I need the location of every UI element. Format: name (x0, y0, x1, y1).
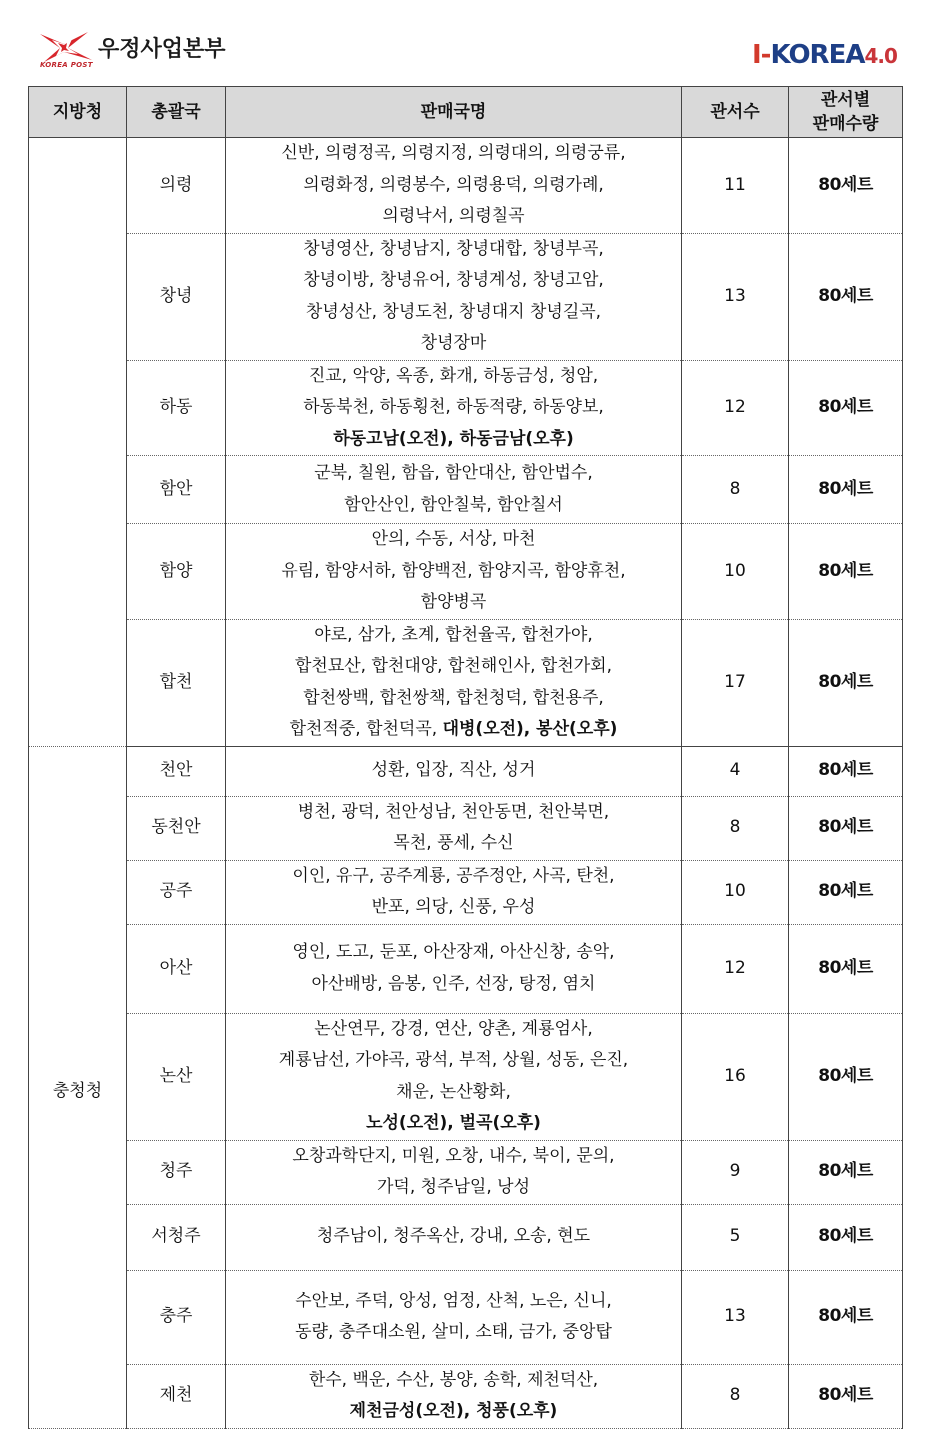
qty-cell: 80세트 (789, 924, 903, 1013)
offices-cell (226, 1140, 682, 1204)
logo-korean-text: 우정사업본부 (98, 37, 226, 62)
count-cell: 13 (682, 1270, 789, 1364)
office-line: 창녕이방, 창녕유어, 창녕계성, 창녕고암, (303, 270, 604, 290)
header-offices: 판매국명 (226, 87, 682, 138)
offices-cell (226, 1013, 682, 1140)
table-row (29, 1204, 903, 1270)
hq-cell: 청주 (127, 1140, 226, 1204)
office-line: 의령화정, 의령봉수, 의령용덕, 의령가례, (303, 174, 604, 195)
count-cell: 13 (682, 233, 789, 360)
hq-cell: 논산 (127, 1013, 226, 1140)
office-line: 신반, 의령정곡, 의령지정, 의령대의, 의령궁류, (281, 143, 626, 163)
count-cell: 12 (682, 360, 789, 456)
office-line: 병천, 광덕, 천안성남, 천안동면, 천안북면, (297, 801, 610, 822)
qty-cell: 80세트 (789, 746, 903, 796)
qty-cell: 80세트 (789, 1270, 903, 1364)
office-line: 채운, 논산황화, (396, 1081, 511, 1102)
offices-cell (226, 524, 682, 620)
office-line: 유림, 함양서하, 함양백전, 함양지곡, 함양휴천, (281, 560, 626, 581)
table-row (29, 924, 903, 1013)
office-line: 한수, 백운, 수산, 봉양, 송학, 제천덕산, (308, 1369, 599, 1390)
i-korea-logo (752, 40, 897, 70)
office-line: 합천쌍백, 합천쌍책, 합천청덕, 합천용주, (303, 687, 604, 708)
count-cell: 11 (682, 138, 789, 234)
office-line: 성환, 입장, 직산, 성거 (371, 760, 536, 781)
hq-cell: 합천 (127, 619, 226, 746)
qty-cell: 80세트 (789, 360, 903, 456)
office-line: 합천묘산, 합천대양, 합천해인사, 합천가회, (294, 656, 612, 676)
table-row (29, 619, 903, 746)
qty-cell: 80세트 (789, 619, 903, 746)
i-korea-prefix: I- (752, 40, 771, 70)
hq-cell: 충주 (127, 1270, 226, 1364)
table-header-row (29, 87, 903, 138)
i-korea-version: 4.0 (864, 44, 897, 68)
table-row (29, 1013, 903, 1140)
office-line: 아산배방, 음봉, 인주, 선장, 탕정, 염치 (311, 973, 596, 994)
office-line: 안의, 수동, 서상, 마천 (371, 529, 536, 549)
table-row (29, 746, 903, 796)
qty-cell: 80세트 (789, 1204, 903, 1270)
office-line: 목천, 풍세, 수신 (393, 833, 514, 853)
count-cell: 4 (682, 746, 789, 796)
table-row (29, 860, 903, 924)
table-row (29, 233, 903, 360)
i-korea-word: KOREA (770, 40, 865, 70)
hq-cell: 제천 (127, 1364, 226, 1428)
offices-cell (226, 1364, 682, 1428)
header-qty-line2: 판매수량 (812, 114, 879, 134)
office-line: 함양병곡 (420, 592, 487, 612)
office-line: 함안산인, 함안칠북, 함안칠서 (344, 494, 563, 515)
qty-cell: 80세트 (789, 524, 903, 620)
offices-cell (226, 456, 682, 524)
offices-cell (226, 138, 682, 234)
count-cell: 5 (682, 1204, 789, 1270)
office-line: 진교, 악양, 옥종, 화개, 하동금성, 청암, (308, 365, 599, 386)
offices-cell (226, 1270, 682, 1364)
count-cell: 9 (682, 1140, 789, 1204)
korea-post-logo (38, 30, 226, 69)
office-line: 동량, 충주대소원, 살미, 소태, 금가, 중앙탑 (295, 1322, 612, 1342)
office-line: 청주남이, 청주옥산, 강내, 오송, 현도 (316, 1226, 591, 1247)
office-line: 군북, 칠원, 함읍, 함안대산, 함안법수, (314, 463, 593, 483)
sales-office-table (28, 86, 903, 1429)
offices-cell (226, 860, 682, 924)
qty-cell: 80세트 (789, 138, 903, 234)
qty-cell: 80세트 (789, 1364, 903, 1428)
offices-cell (226, 233, 682, 360)
office-line (232, 714, 675, 746)
office-line: 이인, 유구, 공주계룡, 공주정안, 사곡, 탄천, (292, 865, 615, 886)
office-line-bold: 하동고남(오전), 하동금남(오후) (333, 428, 574, 449)
table-row (29, 360, 903, 456)
hq-cell: 함양 (127, 524, 226, 620)
count-cell: 8 (682, 796, 789, 860)
office-line: 영인, 도고, 둔포, 아산장재, 아산신창, 송악, (292, 942, 615, 962)
office-line: 하동북천, 하동횡천, 하동적량, 하동양보, (303, 397, 604, 417)
table-row (29, 1140, 903, 1204)
office-line: 창녕영산, 창녕남지, 창녕대합, 창녕부곡, (303, 238, 604, 259)
qty-cell: 80세트 (789, 860, 903, 924)
office-line: 가덕, 청주남일, 낭성 (377, 1177, 530, 1197)
offices-cell (226, 924, 682, 1013)
count-cell: 12 (682, 924, 789, 1013)
office-line: 창녕장마 (420, 333, 487, 353)
qty-cell: 80세트 (789, 1140, 903, 1204)
header-count: 관서수 (682, 87, 789, 138)
offices-cell (226, 796, 682, 860)
table-row (29, 456, 903, 524)
hq-cell: 천안 (127, 746, 226, 796)
count-cell: 16 (682, 1013, 789, 1140)
offices-cell (226, 360, 682, 456)
hq-cell: 동천안 (127, 796, 226, 860)
qty-cell: 80세트 (789, 796, 903, 860)
count-cell: 8 (682, 456, 789, 524)
office-line-bold: 제천금성(오전), 청풍(오후) (349, 1401, 558, 1421)
office-line: 수안보, 주덕, 앙성, 엄정, 산척, 노은, 신니, (295, 1290, 612, 1311)
offices-cell (226, 746, 682, 796)
hq-cell: 서청주 (127, 1204, 226, 1270)
hq-cell: 공주 (127, 860, 226, 924)
office-line: 야로, 삼가, 초계, 합천율곡, 합천가야, (314, 624, 593, 645)
offices-cell (226, 1204, 682, 1270)
office-line-plain-part: 합천적중, 합천덕곡, (289, 719, 443, 739)
office-line: 반포, 의당, 신풍, 우성 (371, 897, 536, 917)
table-row (29, 138, 903, 234)
hq-cell: 함안 (127, 456, 226, 524)
region-label: 충청청 (52, 1081, 103, 1102)
office-line: 논산연무, 강경, 연산, 양촌, 계룡엄사, (314, 1018, 593, 1039)
qty-cell: 80세트 (789, 233, 903, 360)
header-hq: 총괄국 (127, 87, 226, 138)
count-cell: 10 (682, 524, 789, 620)
qty-cell: 80세트 (789, 1013, 903, 1140)
office-line-bold: 노성(오전), 벌곡(오후) (366, 1113, 541, 1133)
office-line: 오창과학단지, 미원, 오창, 내수, 북이, 문의, (292, 1145, 615, 1166)
hq-cell: 하동 (127, 360, 226, 456)
count-cell: 10 (682, 860, 789, 924)
hq-cell: 아산 (127, 924, 226, 1013)
header-region: 지방청 (29, 87, 127, 138)
table-row (29, 1270, 903, 1364)
header-qty (789, 87, 903, 138)
table-row (29, 796, 903, 860)
qty-cell: 80세트 (789, 456, 903, 524)
page-header (0, 0, 934, 86)
table-row (29, 1364, 903, 1428)
office-line: 의령낙서, 의령칠곡 (382, 206, 525, 226)
table-row (29, 524, 903, 620)
office-line-bold-part: 대병(오전), 봉산(오후) (442, 719, 618, 739)
logo-english-text: KOREA POST (40, 61, 93, 69)
office-line: 창녕성산, 창녕도천, 창녕대지 창녕길곡, (305, 301, 602, 322)
region-cell-blank (29, 138, 127, 747)
office-line: 계룡남선, 가야곡, 광석, 부적, 상월, 성동, 은진, (278, 1050, 629, 1070)
offices-cell (226, 619, 682, 746)
count-cell: 17 (682, 619, 789, 746)
hq-cell: 의령 (127, 138, 226, 234)
count-cell: 8 (682, 1364, 789, 1428)
header-qty-line1: 관서별 (820, 90, 871, 110)
hq-cell: 창녕 (127, 233, 226, 360)
region-cell-chungcheong (29, 746, 127, 1428)
